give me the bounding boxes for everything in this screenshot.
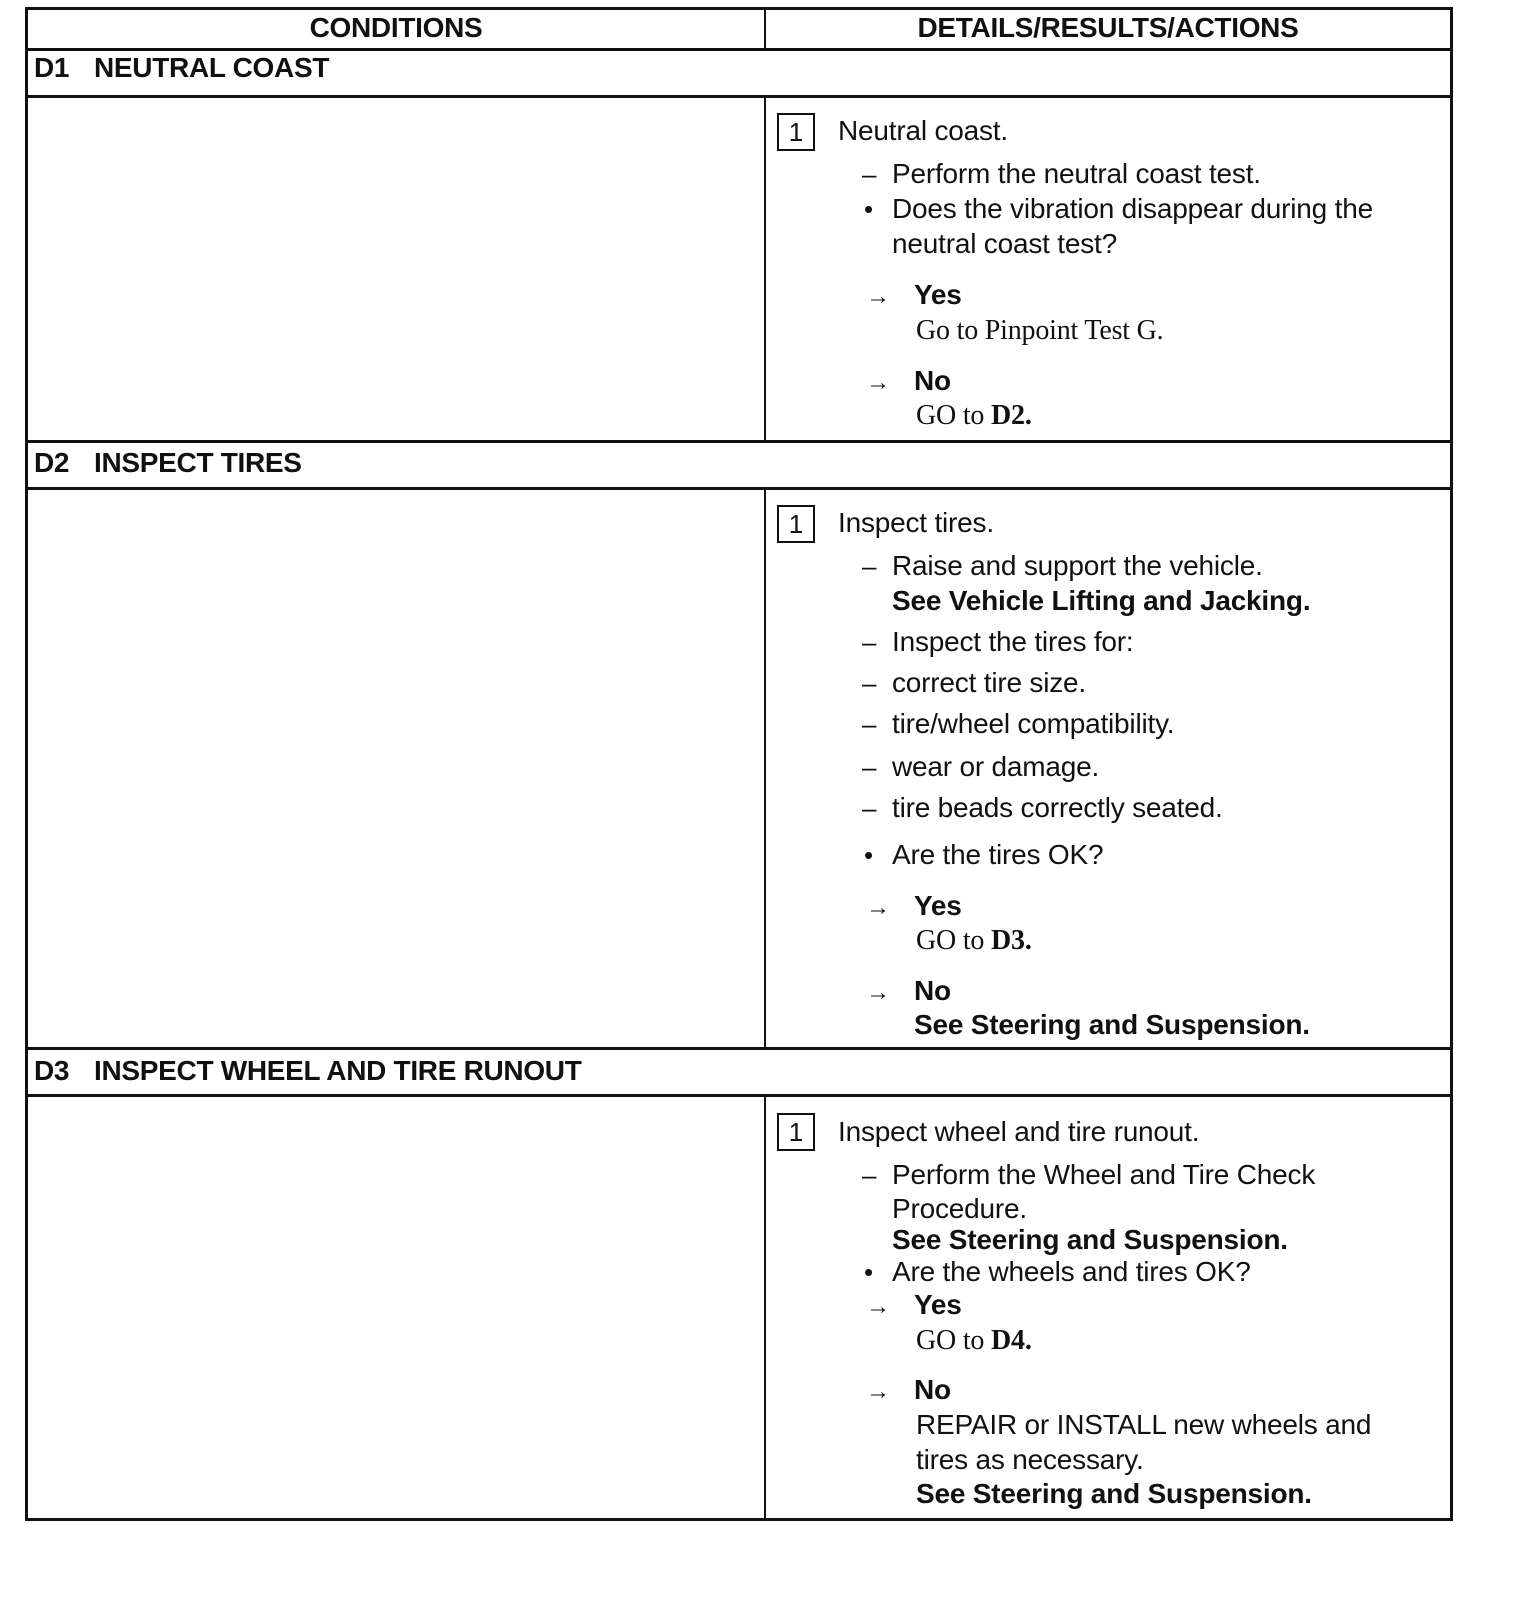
no-label: No <box>914 975 951 1006</box>
step-number-box: 1 <box>777 1113 815 1151</box>
step-instruction: Perform the neutral coast test. <box>892 158 1261 189</box>
dash-marker: – <box>862 668 877 698</box>
d3-title-divider <box>25 1094 1453 1097</box>
arrow-right-icon: → <box>866 369 890 396</box>
step-instruction: tire/wheel compatibility. <box>892 708 1175 739</box>
yes-action-ref: D3. <box>991 925 1032 956</box>
arrow-right-icon: → <box>866 1378 890 1405</box>
no-action-prefix: GO to <box>916 400 992 431</box>
arrow-right-icon: → <box>866 979 890 1006</box>
step-title: Inspect tires. <box>838 507 994 538</box>
step-instruction: correct tire size. <box>892 667 1086 698</box>
d3-section-divider <box>25 1047 1453 1050</box>
step-instruction-continued: Procedure. <box>892 1193 1027 1224</box>
step-reference: See Vehicle Lifting and Jacking. <box>892 585 1311 616</box>
step-question-continued: neutral coast test? <box>892 228 1117 259</box>
conditions-header: CONDITIONS <box>309 12 483 43</box>
details-header: DETAILS/RESULTS/ACTIONS <box>917 12 1299 43</box>
step-instruction: Inspect the tires for: <box>892 626 1134 657</box>
section-title-d3 <box>34 1055 582 1087</box>
arrow-right-icon: → <box>866 894 890 921</box>
step-instruction: tire beads correctly seated. <box>892 792 1223 823</box>
dash-marker: – <box>862 709 877 739</box>
yes-action <box>916 1324 1032 1358</box>
no-action-reference: See Steering and Suspension. <box>916 1478 1312 1509</box>
section-id: D1 <box>34 52 70 83</box>
d2-section-divider <box>25 440 1453 443</box>
column-divider-d2 <box>764 488 766 1049</box>
yes-action <box>916 924 1032 958</box>
column-divider-d1 <box>764 96 766 442</box>
section-id: D3 <box>34 1055 70 1086</box>
dash-marker: – <box>862 1160 877 1190</box>
step-reference: See Steering and Suspension. <box>892 1224 1288 1255</box>
step-number-box: 1 <box>777 113 815 151</box>
section-title-d1 <box>34 52 329 84</box>
step-instruction: Raise and support the vehicle. <box>892 550 1263 581</box>
section-title-d2 <box>34 447 302 479</box>
no-action-ref: D2. <box>991 400 1032 431</box>
bullet-marker: • <box>864 194 874 224</box>
no-label: No <box>914 1374 951 1405</box>
arrow-right-icon: → <box>866 283 890 310</box>
step-instruction: wear or damage. <box>892 751 1100 782</box>
step-question: Does the vibration disappear during the <box>892 193 1373 224</box>
yes-action: Go to Pinpoint Test G. <box>916 315 1164 346</box>
bullet-marker: • <box>864 1257 874 1287</box>
section-id: D2 <box>34 447 70 478</box>
step-title: Neutral coast. <box>838 115 1008 146</box>
section-title-text: INSPECT TIRES <box>94 447 302 478</box>
dash-marker: – <box>862 752 877 782</box>
no-action <box>916 399 1032 433</box>
section-title-text: INSPECT WHEEL AND TIRE RUNOUT <box>94 1055 582 1086</box>
no-label: No <box>914 365 951 396</box>
yes-action-ref: D4. <box>991 1325 1032 1356</box>
step-title: Inspect wheel and tire runout. <box>838 1116 1200 1147</box>
yes-label: Yes <box>914 279 962 310</box>
dash-marker: – <box>862 627 877 657</box>
step-question: Are the tires OK? <box>892 839 1104 870</box>
section-title-text: NEUTRAL COAST <box>94 52 330 83</box>
dash-marker: – <box>862 159 877 189</box>
column-divider-d3 <box>764 1095 766 1521</box>
arrow-right-icon: → <box>866 1293 890 1320</box>
step-number-box: 1 <box>777 505 815 543</box>
yes-action-prefix: GO to <box>916 1325 992 1356</box>
no-action-continued: tires as necessary. <box>916 1444 1144 1475</box>
yes-action-prefix: GO to <box>916 925 992 956</box>
yes-label: Yes <box>914 1289 962 1320</box>
diagnostic-table <box>25 7 1453 1521</box>
step-instruction: Perform the Wheel and Tire Check <box>892 1159 1316 1190</box>
yes-label: Yes <box>914 890 962 921</box>
no-action: See Steering and Suspension. <box>914 1009 1310 1040</box>
no-action: REPAIR or INSTALL new wheels and <box>916 1409 1372 1440</box>
header-divider <box>25 48 1453 51</box>
bullet-marker: • <box>864 840 874 870</box>
dash-marker: – <box>862 551 877 581</box>
d2-title-divider <box>25 487 1453 490</box>
step-question: Are the wheels and tires OK? <box>892 1256 1251 1287</box>
dash-marker: – <box>862 793 877 823</box>
d1-title-divider <box>25 95 1453 98</box>
